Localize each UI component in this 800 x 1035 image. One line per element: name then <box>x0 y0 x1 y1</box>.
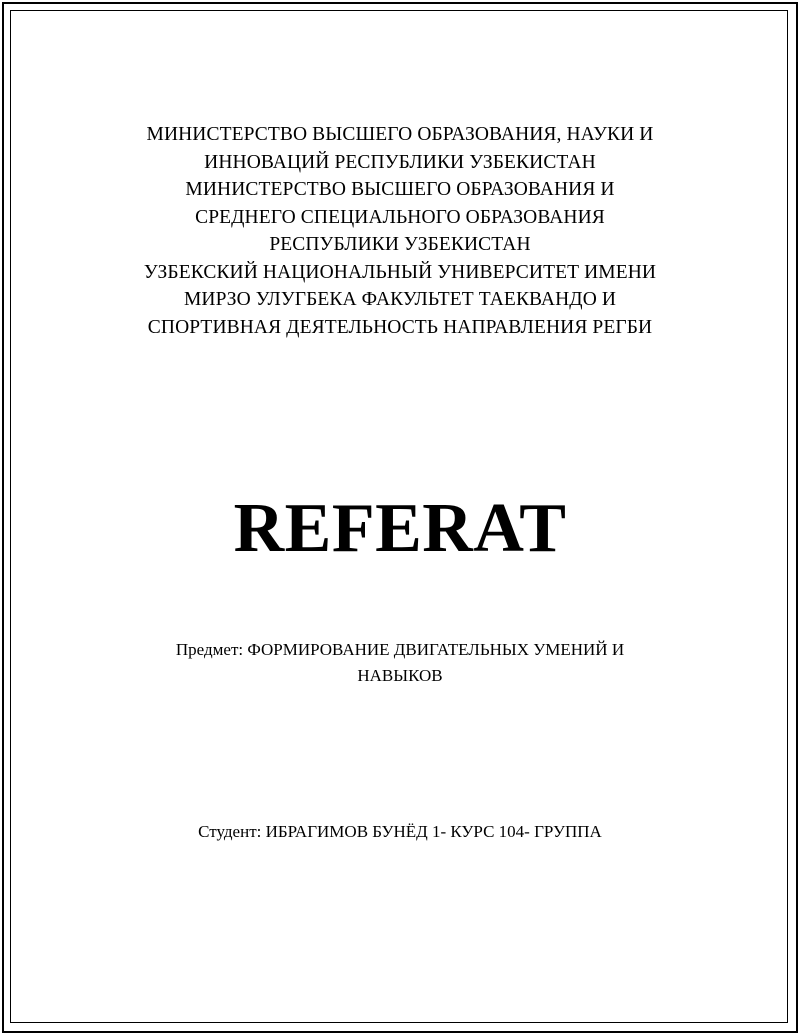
student-info: Студент: ИБРАГИМОВ БУНЁД 1- КУРС 104- ГРУППА <box>198 822 602 841</box>
subject-block <box>0 637 800 689</box>
header-line: МИНИСТЕРСТВО ВЫСШЕГО ОБРАЗОВАНИЯ, НАУКИ И <box>146 124 654 145</box>
header-line: УЗБЕКСКИЙ НАЦИОНАЛЬНЫЙ УНИВЕРСИТЕТ ИМЕНИ <box>143 261 657 283</box>
subject-line: Предмет: ФОРМИРОВАНИЕ ДВИГАТЕЛЬНЫХ УМЕНИЙ И <box>175 640 625 659</box>
header-line: СПОРТИВНАЯ ДЕЯТЕЛЬНОСТЬ НАПРАВЛЕНИЯ РЕГБИ <box>147 316 653 338</box>
header-line: МИРЗО УЛУГБЕКА ФАКУЛЬТЕТ ТАЕКВАНДО И <box>183 289 617 310</box>
institution-header <box>0 121 800 341</box>
header-line: РЕСПУБЛИКИ УЗБЕКИСТАН <box>269 234 531 255</box>
header-line: МИНИСТЕРСТВО ВЫСШЕГО ОБРАЗОВАНИЯ И <box>185 179 615 200</box>
header-line: ИННОВАЦИЙ РЕСПУБЛИКИ УЗБЕКИСТАН <box>204 151 596 173</box>
document-title: REFERAT <box>233 490 567 567</box>
subject-line: НАВЫКОВ <box>357 666 443 685</box>
header-line: СРЕДНЕГО СПЕЦИАЛЬНОГО ОБРАЗОВАНИЯ <box>195 206 605 228</box>
